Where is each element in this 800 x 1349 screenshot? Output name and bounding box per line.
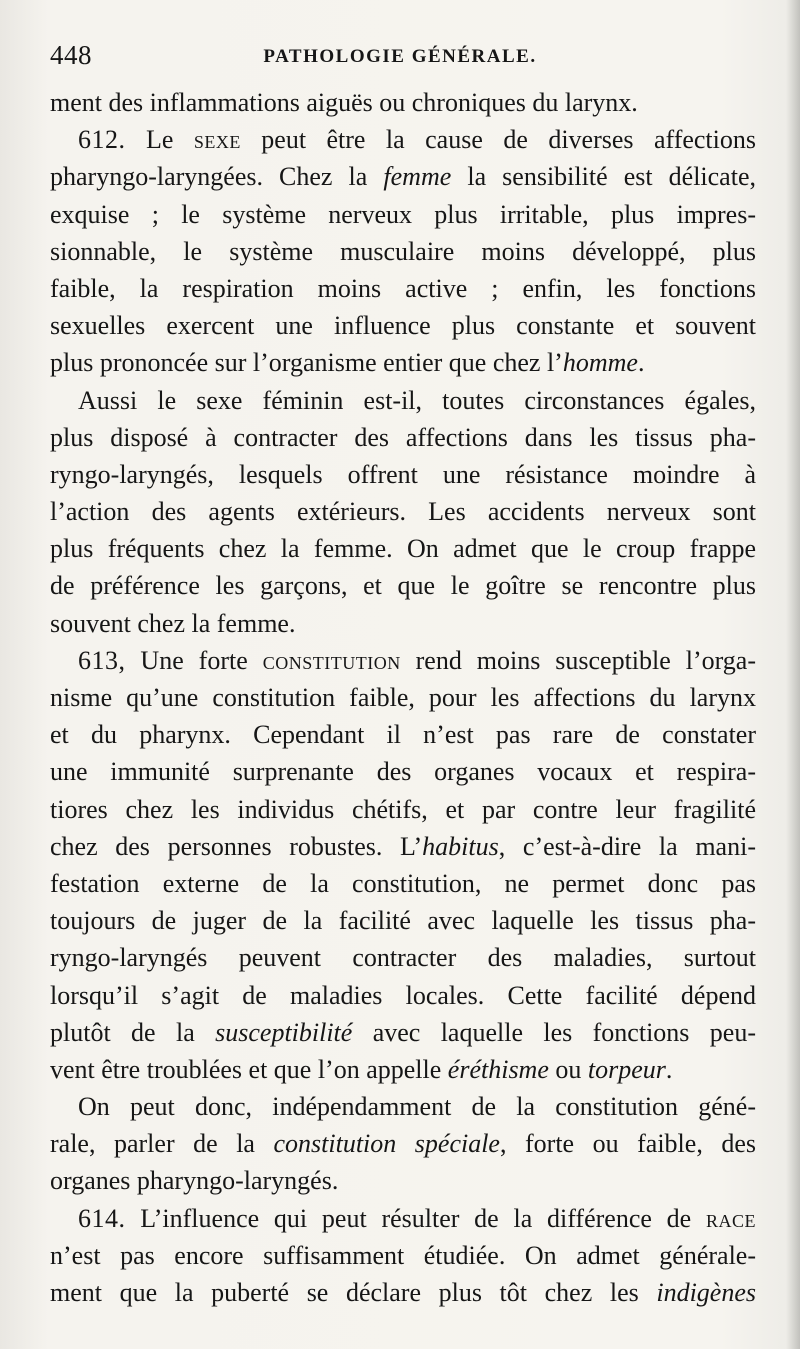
line-text: la sensibilité est délicate, [451,162,756,192]
text-line [50,977,756,1014]
text-line [50,196,756,233]
line-text: ment que la puberté se déclare plus tôt chez les [50,1278,657,1307]
small-caps-term: sexe [193,125,241,155]
line-text: rale, parler de la [50,1129,274,1159]
text-line [50,1162,756,1199]
italic-term: torpeur [587,1054,666,1084]
italic-term: éréthisme [447,1054,549,1084]
text-line [50,567,756,604]
text-line [50,84,756,121]
line-text: , forte ou faible, des [499,1129,756,1159]
text-line [50,939,756,976]
paragraph-number: 614. [78,1203,126,1233]
line-text: Une forte [125,645,263,675]
italic-term: susceptibilité [215,1017,353,1047]
line-text: ryngo-laryngés, lesquels offrent une résistance moindre à [50,459,756,489]
text-line [50,233,756,270]
line-text: On peut donc, indépendamment de la constitution géné- [78,1092,756,1122]
text-line [50,1274,756,1311]
page-header [50,40,750,74]
text-body [50,84,756,1311]
line-text: nisme qu’une constitution faible, pour les affections du larynx [50,683,756,712]
line-text: organes pharyngo-laryngés. [50,1166,339,1196]
line-text: rend moins susceptible l’orga- [400,645,756,675]
italic-term: indigènes [656,1278,756,1307]
small-caps-term: constitution [262,645,401,675]
text-line [50,1088,756,1125]
line-text: exquise ; le système nerveux plus irritable, plus impres- [50,199,756,229]
line-text: de préférence les garçons, et que le goître se rencontre plus [50,571,756,601]
text-line [50,530,756,567]
italic-term: habitus [422,831,499,861]
line-text: tiores chez les individus chétifs, et par contre leur fragilité [50,794,756,824]
text-line [50,1125,756,1162]
paragraph-number: 613, [78,645,126,675]
text-line [50,902,756,939]
paragraph-number: 612. [78,125,126,155]
italic-term: constitution spéciale [273,1129,500,1159]
line-text: pharyngo-laryngées. Chez la [50,162,384,192]
line-text: une immunité surprenante des organes vocaux et respira- [50,757,756,787]
line-text: vent être troublées et que l’on appelle [50,1054,448,1084]
line-text: plus fréquents chez la femme. On admet que le croup frappe [50,534,756,564]
line-text: lorsqu’il s’agit de maladies locales. Cette facilité dépend [50,980,756,1010]
paragraph-614-start [50,1200,756,1237]
line-text: festation externe de la constitution, ne permet donc pas [50,868,756,898]
line-text: L’influence qui peut résulter de la différence de [125,1203,706,1233]
line-text: souvent chez la femme. [50,608,296,638]
text-line [50,1237,756,1274]
text-line [50,605,756,642]
line-text: sionnable, le système musculaire moins développé, plus [50,236,756,266]
line-text: chez des personnes robustes. L’ [50,831,423,861]
line-text: ment des inflammations aiguës ou chroniques du larynx. [50,88,638,117]
paragraph-612-start [50,121,756,158]
line-text: , c’est-à-dire la mani- [498,831,756,861]
text-line [50,865,756,902]
text-line [50,382,756,419]
text-line [50,344,756,381]
small-caps-term: race [705,1203,756,1233]
text-line [50,456,756,493]
text-line [50,419,756,456]
running-title: PATHOLOGIE GÉNÉRALE. [263,46,537,67]
italic-term: femme [383,162,452,192]
line-text: sexuelles exercent une influence plus constante et souvent [50,311,756,341]
text-line [50,270,756,307]
line-text: plus disposé à contracter des affections dans les tissus pha- [50,422,756,452]
text-line [50,307,756,344]
text-line [50,1014,756,1051]
text-line [50,158,756,195]
text-line [50,1051,756,1088]
text-line [50,791,756,828]
line-text: faible, la respiration moins active ; enfin, les fonctions [50,273,756,303]
line-text: n’est pas encore suffisamment étudiée. On admet générale- [50,1240,756,1270]
line-text: ou [548,1054,588,1084]
line-text: peut être la cause de diverses affections [240,125,756,155]
paragraph-613-start [50,642,756,679]
line-text: Le [125,125,194,155]
line-text: et du pharynx. Cependant il n’est pas rare de constater [50,720,756,750]
line-text: avec laquelle les fonctions peu- [352,1017,756,1047]
binding-shadow [786,0,800,1349]
line-text: toujours de juger de la facilité avec laquelle les tissus pha- [50,906,756,936]
text-line [50,493,756,530]
line-text: plus prononcée sur l’organisme entier que chez l’ [50,348,563,378]
text-line [50,679,756,716]
line-text: ryngo-laryngés peuvent contracter des maladies, surtout [50,943,756,973]
italic-term: homme [562,348,638,378]
text-line [50,828,756,865]
line-text: plutôt de la [50,1017,216,1047]
page-number: 448 [50,40,92,70]
line-text: . [665,1054,673,1084]
text-line [50,753,756,790]
line-text: l’action des agents extérieurs. Les accidents nerveux sont [50,497,756,527]
line-text: . [637,348,645,378]
line-text: Aussi le sexe féminin est-il, toutes circonstances égales, [78,385,756,415]
text-line [50,716,756,753]
